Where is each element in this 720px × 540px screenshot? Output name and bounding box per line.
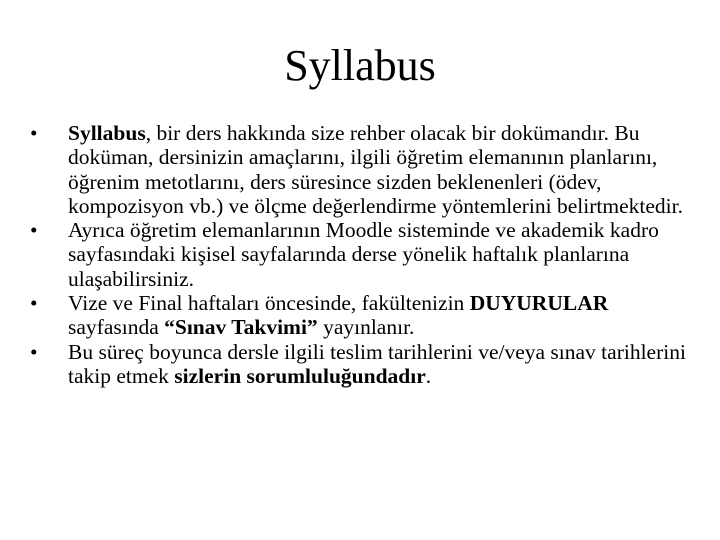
bullet-text: sayfasında xyxy=(68,315,165,340)
bullet-text: yayınlanır. xyxy=(317,315,415,340)
bullet-bold-lead: Syllabus xyxy=(68,121,146,145)
bullet-item-exams xyxy=(30,291,690,340)
bullet-text: Vize ve Final haftaları öncesinde, fakültenizin xyxy=(68,291,470,316)
bullet-item-responsibility xyxy=(30,340,690,389)
bullet-icon: • xyxy=(30,121,38,145)
bullet-icon: • xyxy=(30,218,38,243)
bullet-text: . xyxy=(425,363,432,388)
bullet-text: Bu süreç boyunca dersle ilgili teslim tarihlerini ve/veya sınav tarihlerini takip etmek xyxy=(68,339,686,388)
slide-title: Syllabus xyxy=(284,41,436,90)
bullet-icon: • xyxy=(30,291,38,316)
bullet-item-moodle xyxy=(30,218,690,291)
bullet-text: Ayrıca öğretim elemanlarının Moodle sisteminde ve akademik kadro sayfasındaki kişisel sayfalarında derse yönelik haftalık planlarına ulaşabilirsiniz. xyxy=(68,218,659,291)
bullet-item-syllabus xyxy=(30,121,690,218)
bullet-list xyxy=(30,121,690,388)
announcements-emphasis: DUYURULAR xyxy=(469,291,609,316)
responsibility-emphasis: sizlerin sorumluluğundadır xyxy=(174,363,426,388)
exam-schedule-emphasis: “Sınav Takvimi” xyxy=(164,315,318,340)
bullet-text: , bir ders hakkında size rehber olacak bir dokümandır. Bu doküman, dersinizin amaçlarını, ilgili öğretim elemanının planlarını, öğrenim metotlarını, ders süresince sizden beklenenleri (ödev, kompozisyon vb.) ve ölçme değerlendirme yöntemlerini belirtmektedir. xyxy=(68,121,683,218)
bullet-icon: • xyxy=(30,339,38,364)
